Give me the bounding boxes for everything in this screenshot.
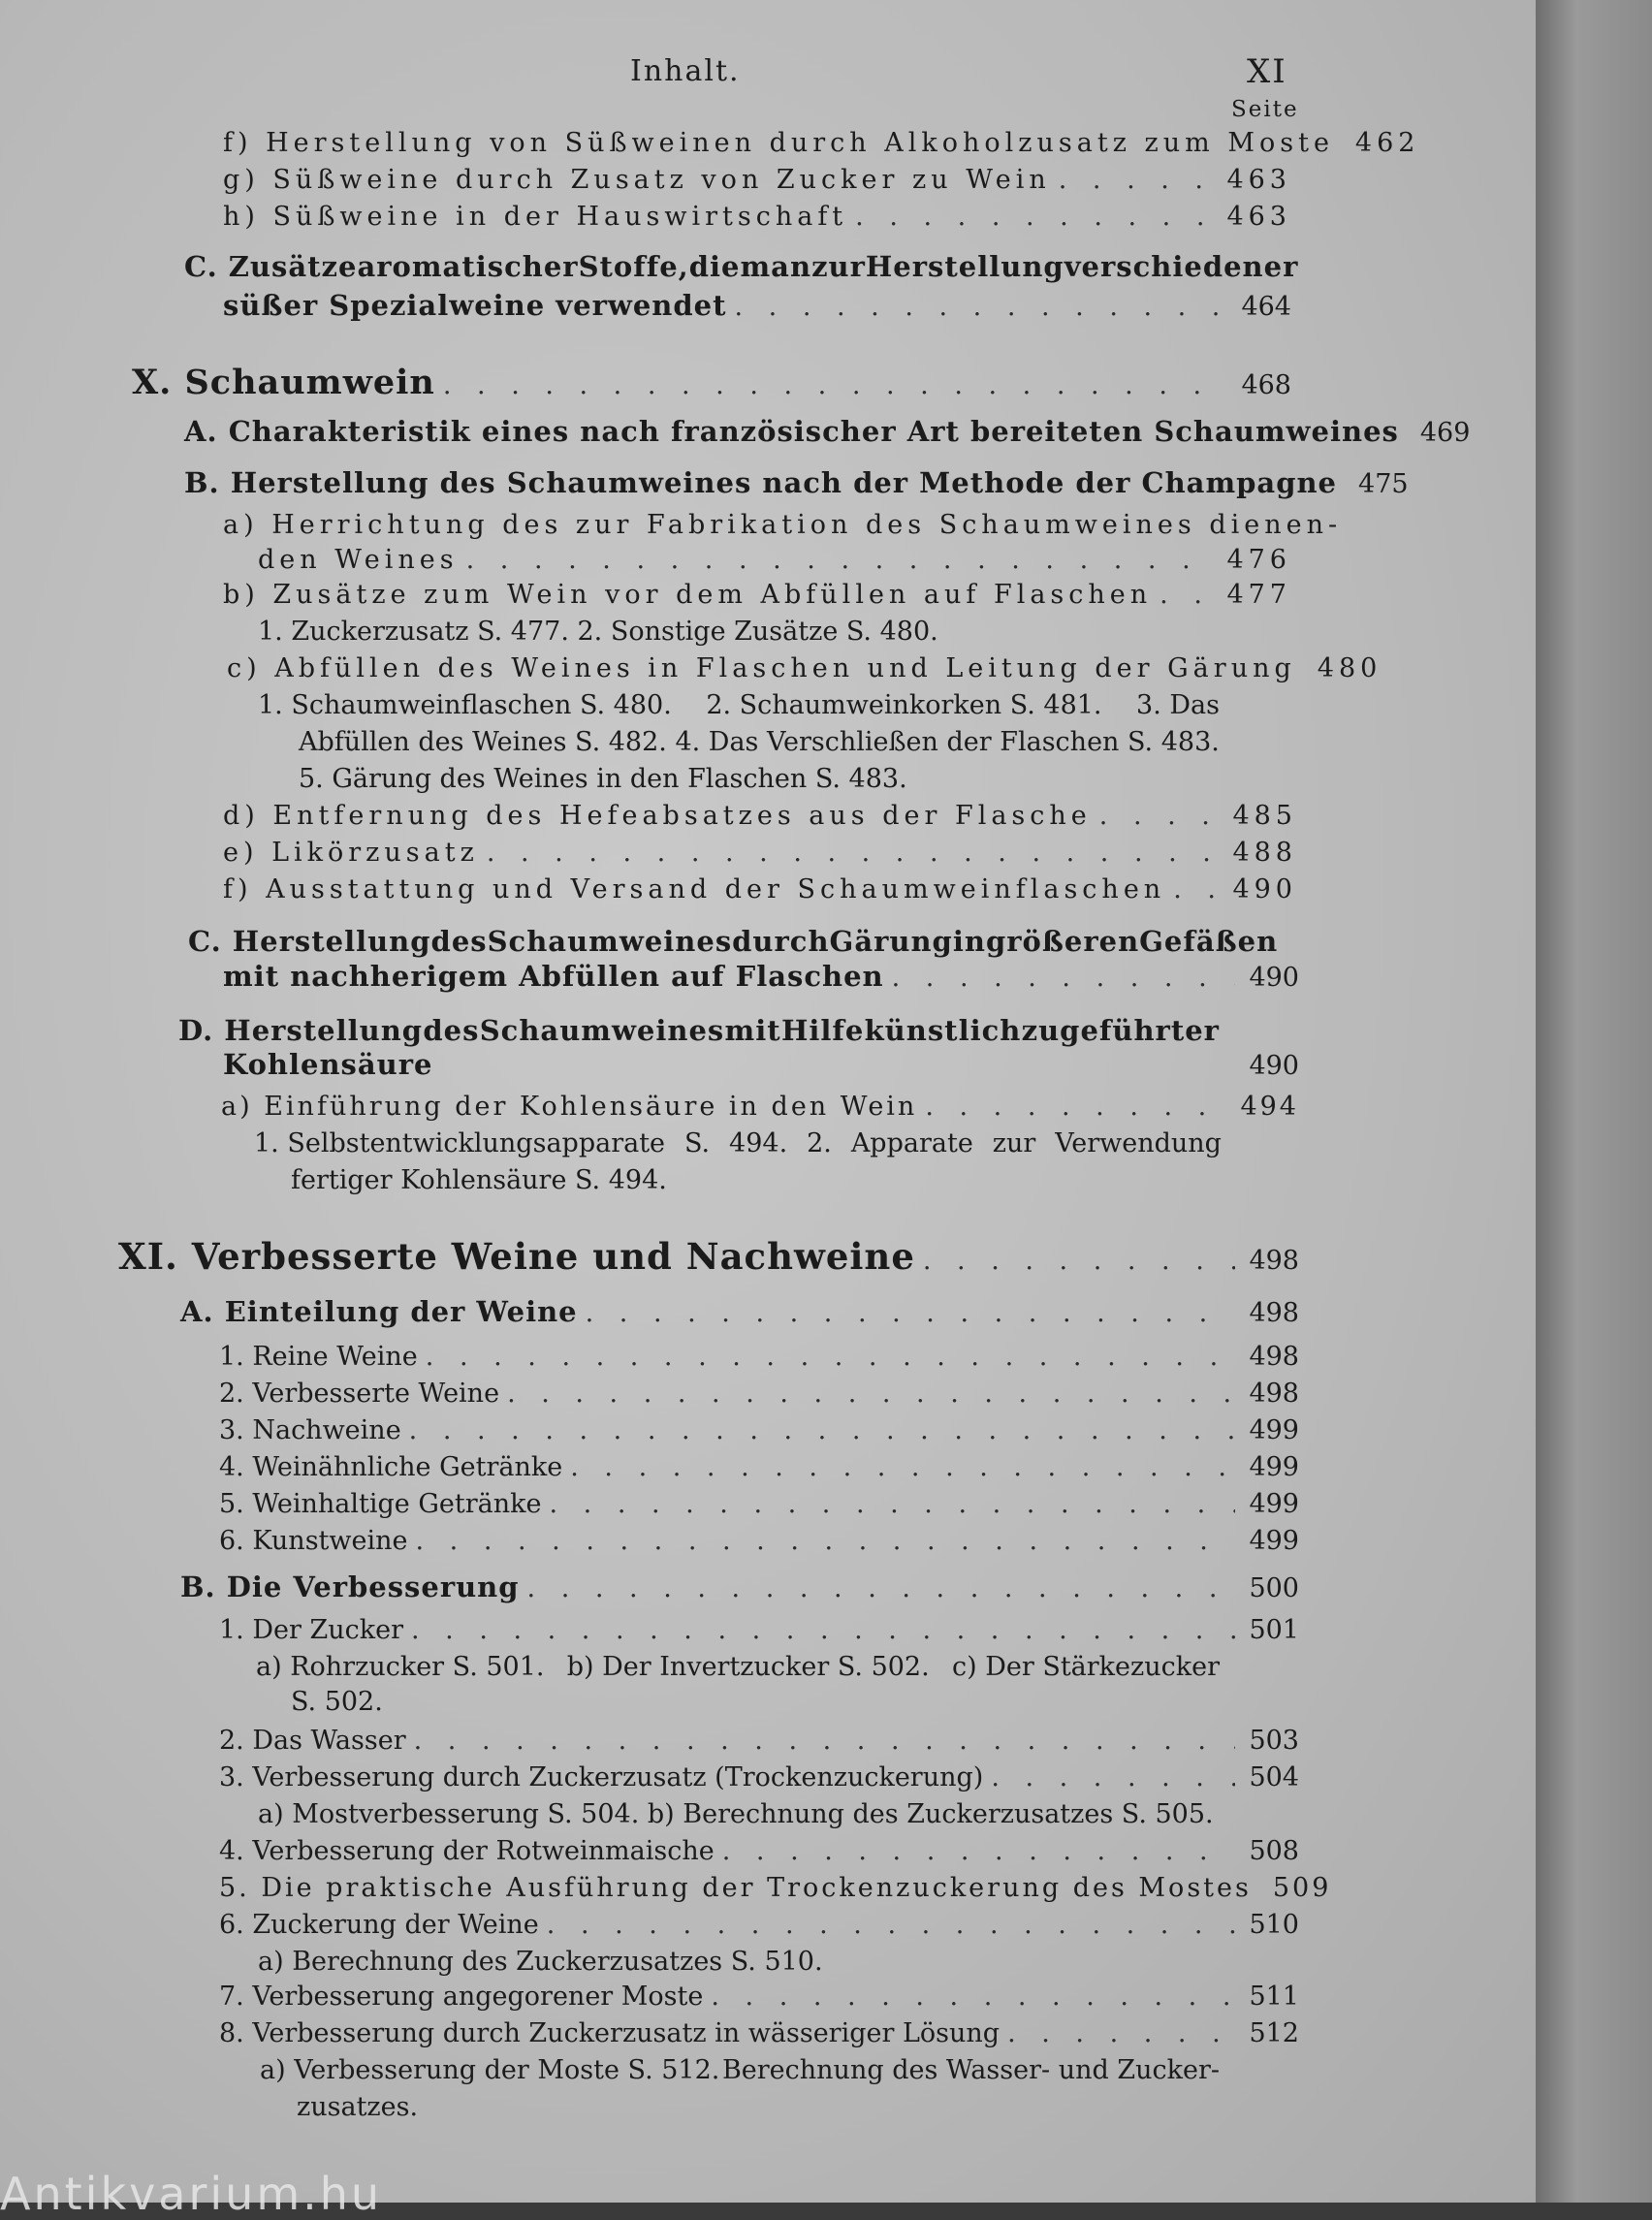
leader-dots <box>549 1489 1235 1519</box>
section-label: mit nachherigem Abfüllen auf Flaschen <box>223 960 884 993</box>
entry-page: 499 <box>1249 1452 1299 1482</box>
leader-dots <box>547 1910 1236 1940</box>
entry-page: 498 <box>1249 1342 1299 1372</box>
word: aromatischer <box>357 250 579 283</box>
toc-subentries: a) Mostverbesserung S. 504. b) Berechnung des Zuckerzusatzes S. 505. <box>258 1799 1214 1829</box>
entry-label: c) Abfüllen des Weines in Flaschen und Leitung der Gärung <box>227 653 1296 683</box>
leader-dots <box>711 1982 1235 2012</box>
page-column-label: Seite <box>1231 97 1299 122</box>
entry-page: 509 <box>1272 1873 1332 1903</box>
leader-dots <box>426 1342 1236 1372</box>
toc-entry <box>219 1873 1332 1903</box>
toc-section <box>223 960 1299 993</box>
entry-page: 464 <box>1241 292 1291 322</box>
entry-page: 469 <box>1419 418 1471 448</box>
subentry: c) Der Stärkezucker <box>951 1652 1220 1682</box>
subentry: Verwendung <box>1055 1128 1222 1158</box>
toc-entry <box>219 1452 1299 1482</box>
leader-dots <box>466 545 1214 575</box>
subentry: zur <box>992 1128 1036 1158</box>
subentry: Apparate <box>850 1128 973 1158</box>
word: mit <box>724 1014 781 1047</box>
entry-page: 477 <box>1226 580 1291 610</box>
entry-page: 476 <box>1226 545 1291 575</box>
subentry: 2. <box>807 1128 832 1158</box>
toc-entry <box>219 1726 1299 1756</box>
leader-dots <box>892 963 1236 993</box>
toc-subentries <box>260 2055 1220 2085</box>
entry-page: 485 <box>1232 801 1297 831</box>
entry-page: 499 <box>1249 1526 1299 1556</box>
toc-entry <box>219 1836 1299 1866</box>
entry-page: 503 <box>1249 1726 1299 1756</box>
leader-dots <box>416 1526 1236 1556</box>
toc-entry <box>219 1615 1299 1645</box>
leader-dots <box>991 1762 1235 1792</box>
toc-subentries: zusatzes. <box>297 2092 419 2122</box>
entry-page: 488 <box>1232 838 1297 868</box>
toc-subentries <box>254 1128 1222 1158</box>
entry-label: 8. Verbesserung durch Zuckerzusatz in wässeriger Lösung <box>219 2018 1001 2048</box>
word: D. Herstellung <box>178 1014 424 1047</box>
toc-entry <box>219 1526 1299 1556</box>
word: Stoffe, <box>578 250 689 283</box>
entry-page: 512 <box>1249 2018 1299 2048</box>
entry-label: 1. Reine Weine <box>219 1342 418 1372</box>
toc-entry <box>223 580 1291 610</box>
toc-entry <box>219 1415 1299 1445</box>
word: des <box>430 925 488 958</box>
toc-chapter <box>118 1235 1299 1278</box>
entry-label: h) Süßweine in der Hauswirtschaft <box>223 202 848 232</box>
leader-dots <box>443 370 1228 400</box>
toc-entry <box>223 128 1420 158</box>
entry-label: 5. Die praktische Ausführung der Trockenzuckerung des Mostes <box>219 1873 1252 1903</box>
toc-section <box>180 1295 1299 1328</box>
leader-dots <box>409 1415 1236 1445</box>
word: Herstellung <box>865 250 1064 283</box>
leader-dots <box>722 1836 1236 1866</box>
entry-label: b) Zusätze zum Wein vor dem Abfüllen auf Flaschen <box>223 580 1153 610</box>
subentry: 2. Schaumweinkorken S. 481. <box>706 690 1102 720</box>
chapter-title: X. Schaumwein <box>132 363 435 402</box>
toc-subentries: S. 502. <box>291 1687 383 1717</box>
entry-page: 510 <box>1249 1910 1299 1940</box>
entry-page: 508 <box>1249 1836 1299 1866</box>
entry-label: 3. Verbesserung durch Zuckerzusatz (Trockenzuckerung) <box>219 1762 984 1792</box>
leader-dots <box>735 292 1228 322</box>
leader-dots <box>527 1573 1236 1603</box>
entry-page: 498 <box>1249 1246 1299 1276</box>
entry-label: 5. Weinhaltige Getränke <box>219 1489 542 1519</box>
entry-page: 468 <box>1241 370 1291 400</box>
word: durch <box>732 925 830 958</box>
entry-page: 498 <box>1249 1298 1299 1328</box>
word: verschiedener <box>1064 250 1299 283</box>
entry-label: den Weines <box>258 545 459 575</box>
toc-entry <box>258 545 1291 575</box>
toc-entry-line: a) Herrichtung des zur Fabrikation des Schaumweines dienen- <box>223 510 1343 540</box>
toc-entry <box>219 2018 1299 2048</box>
leader-dots <box>925 1092 1226 1122</box>
leader-dots <box>586 1298 1236 1328</box>
entry-label: 1. Der Zucker <box>219 1615 403 1645</box>
page-number: XI <box>1247 52 1287 91</box>
leader-dots <box>487 838 1220 868</box>
toc-entry <box>223 801 1297 831</box>
entry-page: 462 <box>1354 128 1420 158</box>
entry-page: 463 <box>1226 165 1291 195</box>
entry-page: 501 <box>1249 1615 1299 1645</box>
toc-section-line <box>188 925 1279 958</box>
entry-label: 2. Das Wasser <box>219 1726 406 1756</box>
word: die <box>688 250 741 283</box>
word: größeren <box>985 925 1140 958</box>
entry-label: 7. Verbesserung angegorener Moste <box>219 1982 704 2012</box>
book-spine-edge <box>1536 0 1652 2203</box>
entry-page: 490 <box>1249 963 1299 993</box>
toc-section <box>223 1048 1299 1081</box>
word: künstlich <box>864 1014 1022 1047</box>
entry-label: f) Herstellung von Süßweinen durch Alkoholzusatz zum Moste <box>223 128 1334 158</box>
section-label: süßer Spezialweine verwendet <box>223 289 727 322</box>
running-head: Inhalt. <box>630 54 741 88</box>
toc-entry <box>221 1092 1299 1122</box>
subentry: 1. Schaumweinflaschen S. 480. <box>258 690 672 720</box>
entry-page: 494 <box>1240 1092 1299 1122</box>
leader-dots <box>570 1452 1235 1482</box>
entry-label: 4. Weinähnliche Getränke <box>219 1452 563 1482</box>
leader-dots <box>507 1379 1235 1409</box>
toc-section <box>223 289 1291 322</box>
entry-page: 475 <box>1358 469 1409 499</box>
entry-label: 6. Zuckerung der Weine <box>219 1910 539 1940</box>
entry-label: g) Süßweine durch Zusatz von Zucker zu Wein <box>223 165 1051 195</box>
entry-page: 511 <box>1249 1982 1299 2012</box>
toc-subentries: 1. Zuckerzusatz S. 477. 2. Sonstige Zusätze S. 480. <box>258 617 938 647</box>
leader-dots <box>411 1615 1235 1645</box>
toc-subentries <box>256 1652 1220 1682</box>
leader-dots <box>923 1246 1236 1276</box>
section-label: Kohlensäure <box>223 1048 433 1081</box>
entry-label: 2. Verbesserte Weine <box>219 1379 500 1409</box>
word: zur <box>811 250 866 283</box>
toc-section <box>184 466 1409 499</box>
subentry: 1. Selbstentwicklungsapparate <box>254 1128 666 1158</box>
toc-chapter <box>132 363 1291 402</box>
entry-page: 499 <box>1249 1489 1299 1519</box>
toc-subentries: a) Berechnung des Zuckerzusatzes S. 510. <box>258 1947 823 1977</box>
leader-dots <box>1007 2018 1235 2048</box>
toc-entry <box>223 874 1297 904</box>
entry-label: 3. Nachweine <box>219 1415 401 1445</box>
entry-page: 499 <box>1249 1415 1299 1445</box>
word: des <box>423 1014 480 1047</box>
toc-section <box>180 1570 1299 1603</box>
word: Schaumweines <box>487 925 733 958</box>
toc-entry <box>223 165 1291 195</box>
leader-dots <box>1099 801 1220 831</box>
subentry: a) Rohrzucker S. 501. <box>256 1652 545 1682</box>
toc-entry <box>227 653 1382 683</box>
toc-entry <box>223 838 1297 868</box>
section-label: B. Die Verbesserung <box>180 1570 520 1603</box>
toc-entry <box>219 1489 1299 1519</box>
entry-label: f) Ausstattung und Versand der Schaumweinflaschen <box>223 874 1166 904</box>
subentry: b) Der Invertzucker S. 502. <box>566 1652 930 1682</box>
toc-entry <box>219 1762 1299 1792</box>
word: C. Herstellung <box>188 925 431 958</box>
section-label: B. Herstellung des Schaumweines nach der Methode der Champagne <box>184 466 1338 499</box>
leader-dots <box>1160 580 1213 610</box>
toc-section <box>184 415 1471 448</box>
toc-subentries: fertiger Kohlensäure S. 494. <box>291 1165 667 1195</box>
word: man <box>740 250 812 283</box>
entry-label: e) Likörzusatz <box>223 838 479 868</box>
subentry: 494. <box>729 1128 788 1158</box>
entry-page: 504 <box>1249 1762 1299 1792</box>
entry-page: 463 <box>1226 202 1291 232</box>
toc-entry <box>219 1910 1299 1940</box>
word: Gärung <box>829 925 953 958</box>
entry-page: 498 <box>1249 1379 1299 1409</box>
chapter-title: XI. Verbesserte Weine und Nachweine <box>118 1235 915 1278</box>
entry-page: 490 <box>1249 1051 1299 1081</box>
word: Schaumweines <box>479 1014 725 1047</box>
toc-entry <box>223 202 1291 232</box>
entry-label: 6. Kunstweine <box>219 1526 408 1556</box>
toc-entry <box>219 1342 1299 1372</box>
entry-label: d) Entfernung des Hefeabsatzes aus der Flasche <box>223 801 1092 831</box>
word: Gefäßen <box>1139 925 1279 958</box>
toc-subentries: 5. Gärung des Weines in den Flaschen S. 483. <box>299 764 907 794</box>
section-label: A. Charakteristik eines nach französischer Art bereiteten Schaumweines <box>184 415 1399 448</box>
leader-dots <box>1059 165 1214 195</box>
toc-subentries: Abfüllen des Weines S. 482. 4. Das Verschließen der Flaschen S. 483. <box>299 727 1220 757</box>
subentry: Berechnung des Wasser- und Zucker- <box>721 2055 1220 2085</box>
entry-page: 490 <box>1232 874 1297 904</box>
toc-section-line <box>178 1014 1220 1047</box>
word: in <box>952 925 986 958</box>
subentry: a) Verbesserung der Moste S. 512. <box>260 2055 720 2085</box>
toc-section-line <box>184 250 1299 283</box>
entry-page: 500 <box>1249 1573 1299 1603</box>
leader-dots <box>414 1726 1236 1756</box>
word: zugeführter <box>1021 1014 1220 1047</box>
word: C. Zusätze <box>184 250 358 283</box>
toc-entry <box>219 1379 1299 1409</box>
word: Hilfe <box>780 1014 865 1047</box>
entry-label: 4. Verbesserung der Rotweinmaische <box>219 1836 715 1866</box>
toc-subentries <box>258 690 1220 720</box>
entry-label: a) Einführung der Kohlensäure in den Wein <box>221 1092 918 1122</box>
toc-entry <box>219 1982 1299 2012</box>
leader-dots <box>855 202 1213 232</box>
subentry: 3. Das <box>1136 690 1220 720</box>
watermark: Antikvarium.hu <box>0 2168 383 2220</box>
subentry: S. <box>683 1128 711 1158</box>
entry-page: 480 <box>1317 653 1382 683</box>
leader-dots <box>1173 874 1219 904</box>
section-label: A. Einteilung der Weine <box>180 1295 578 1328</box>
